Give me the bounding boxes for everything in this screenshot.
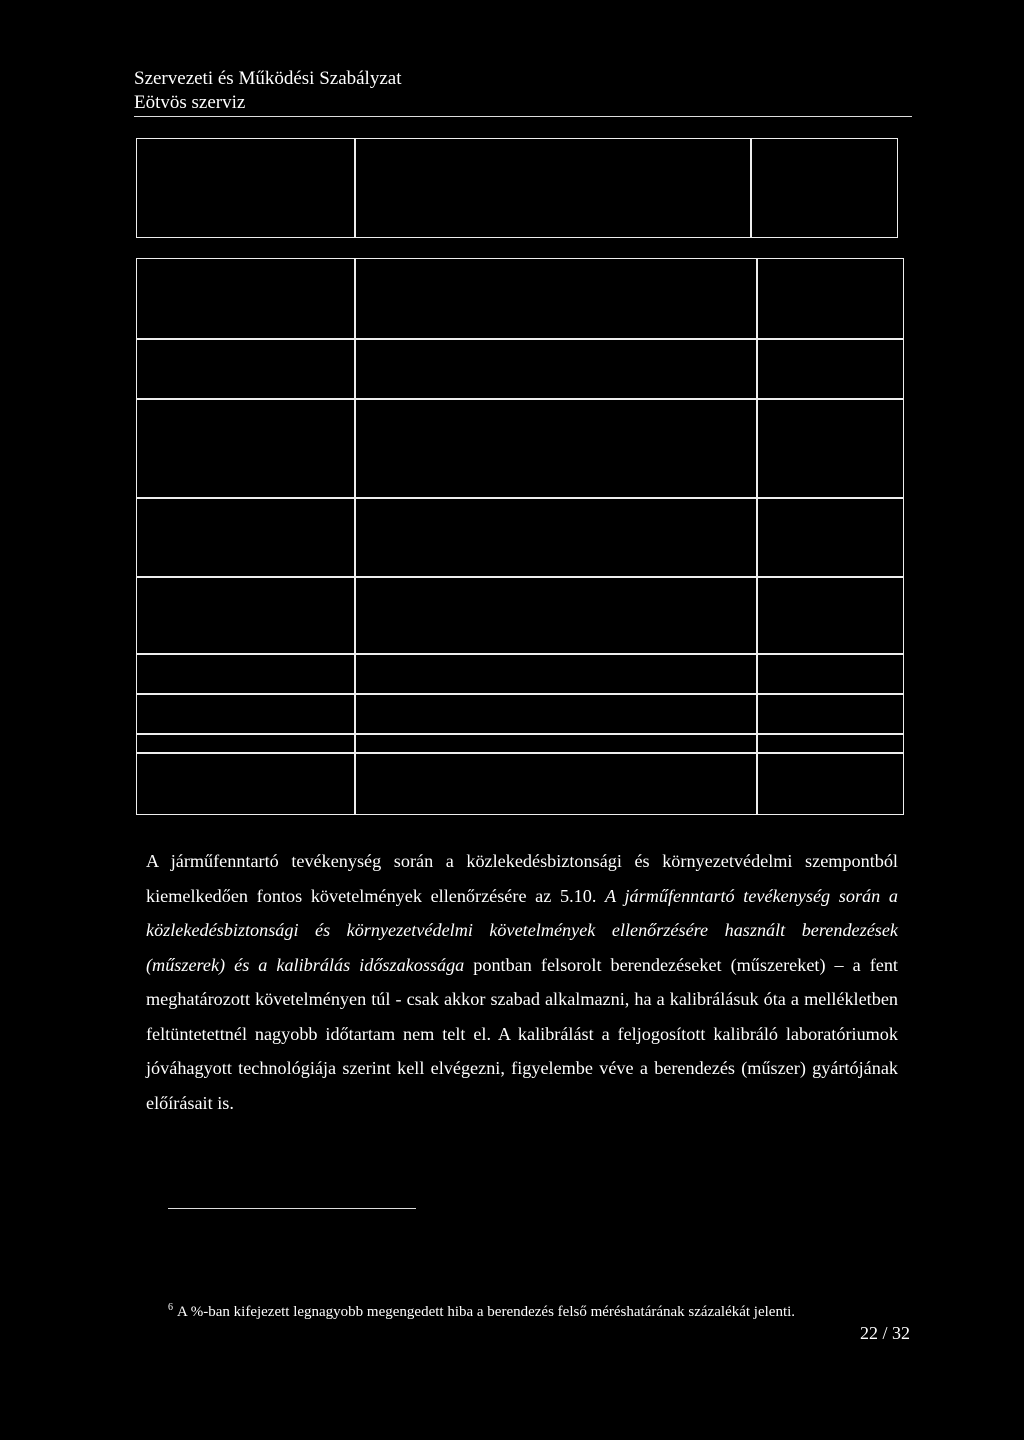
table-row-divider xyxy=(136,338,904,340)
table-main-col-divider xyxy=(756,258,758,815)
table-row-divider xyxy=(136,576,904,578)
table-main-col-divider xyxy=(354,258,356,815)
table-row-divider xyxy=(136,733,904,735)
document-subtitle: Eötvös szerviz xyxy=(134,92,246,113)
footnote xyxy=(168,1298,795,1322)
table-row-divider xyxy=(136,653,904,655)
footnote-marker: 6 xyxy=(168,1302,173,1313)
document-title: Szervezeti és Működési Szabályzat xyxy=(134,68,402,89)
body-text-part3: pontban felsorolt berendezéseket (műszereket) – a fent meghatározott követelményen túl - csak akkor szabad alkalmazni, ha a kalibrálásuk óta a mellékletben feltüntetettnél nagyobb időtartam nem telt el. A kalibrálást a feljogosított kalibráló laboratóriumok jóváhagyott technológiája szerint kell elvégezni, figyelembe véve a berendezés (műszer) gyártójának előírásait is. xyxy=(146,954,898,1113)
header-divider xyxy=(134,116,912,117)
table-top-frame xyxy=(136,138,898,238)
footnote-divider xyxy=(168,1208,416,1209)
table-row-divider xyxy=(136,752,904,754)
table-main-frame xyxy=(136,258,904,815)
footnote-text: A %-ban kifejezett legnagyobb megengedett hiba a berendezés felső méréshatárának százalékát jelenti. xyxy=(177,1304,796,1320)
table-row-divider xyxy=(136,398,904,400)
table-row-divider xyxy=(136,693,904,695)
body-paragraph xyxy=(146,844,898,1120)
page-number: 22 / 32 xyxy=(860,1323,911,1343)
table-top-col-divider xyxy=(750,138,752,238)
table-top-col-divider xyxy=(354,138,356,238)
body-text-part1: A járműfenntartó tevékenység során a közlekedésbiztonsági és környezetvédelmi szempontból kiemelkedően fontos követelmények ellenőrzésére az 5.10. xyxy=(146,851,898,906)
body-text-italic-reference: A járműfenntartó tevékenység során a közlekedésbiztonsági és környezetvédelmi követelmények ellenőrzésére használt berendezések (műszerek) és a kalibrálás időszakossága xyxy=(146,885,898,975)
table-row-divider xyxy=(136,497,904,499)
